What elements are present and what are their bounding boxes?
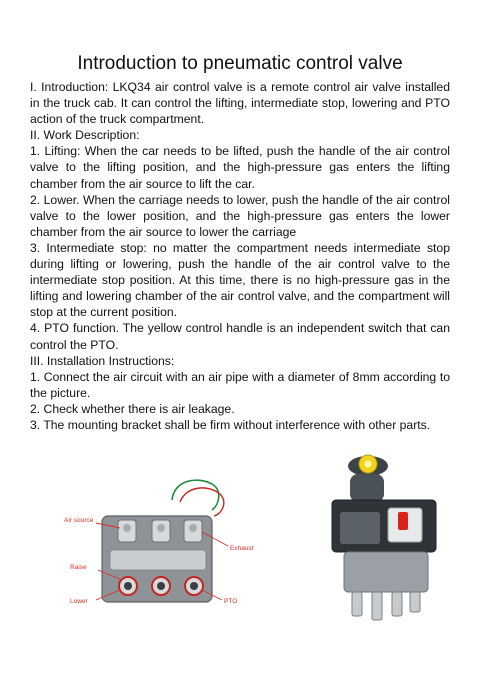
handle-neck-icon <box>350 474 384 502</box>
paragraph-pto-function: 4. PTO function. The yellow control handle is an independent switch that can control the PTO. <box>30 321 450 352</box>
paragraph-install-step-2: 2. Check whether there is air leakage. <box>30 401 235 416</box>
green-wire-icon <box>172 480 219 510</box>
valve-port-diagram <box>62 470 262 620</box>
paragraph-lifting: 1. Lifting: When the car needs to be lifted, push the handle of the air control valve to the lifting position, and the high-pressure gas enters the lifting chamber from the air source to lift the car. <box>30 144 450 191</box>
paragraph-install-step-3: 3. The mounting bracket shall be firm without interference with other parts. <box>30 417 431 432</box>
document-body <box>30 79 450 433</box>
paragraph-introduction: I. Introduction: LKQ34 air control valve is a remote control air valve installed in the truck cab. It can control the lifting, intermediate stop, lowering and PTO action of the truck compartment. <box>30 80 450 127</box>
label-air-source: Air source <box>64 517 94 524</box>
label-exhaust: Exhaust <box>230 545 254 552</box>
label-lower: Lower <box>70 598 88 605</box>
figures-area <box>0 452 480 652</box>
port-fittings-icon <box>352 592 420 620</box>
paragraph-install-step-1: 1. Connect the air circuit with an air pipe with a diameter of 8mm according to the picture. <box>30 369 450 400</box>
paragraph-intermediate-stop: 3. Intermediate stop: no matter the compartment needs intermediate stop during lifting or lowering, push the handle of the air control valve to the intermediate stop position. At this time, there is no high-pressure gas in the lifting and lowering chamber of the air control valve, and the compartment will stop at the current position. <box>30 240 450 320</box>
paragraph-lower: 2. Lower. When the carriage needs to lower, push the handle of the air control valve to the lower position, and the high-pressure gas enters the lower chamber from the air source to lower the carriage <box>30 192 450 239</box>
label-raise: Raise <box>70 564 87 571</box>
heading-work-description: II. Work Description: <box>30 128 140 143</box>
side-panel-icon <box>340 512 380 544</box>
heading-installation: III. Installation Instructions: <box>30 353 175 368</box>
red-switch-icon <box>398 512 408 530</box>
label-pto: PTO <box>224 598 238 605</box>
valve-assembly-photo <box>322 452 446 630</box>
top-fittings-icon <box>118 520 202 542</box>
valve-nameplate-icon <box>110 550 206 570</box>
lower-block-icon <box>344 552 428 592</box>
bottom-fittings-icon <box>119 577 203 595</box>
document-title: Introduction to pneumatic control valve <box>77 53 403 74</box>
